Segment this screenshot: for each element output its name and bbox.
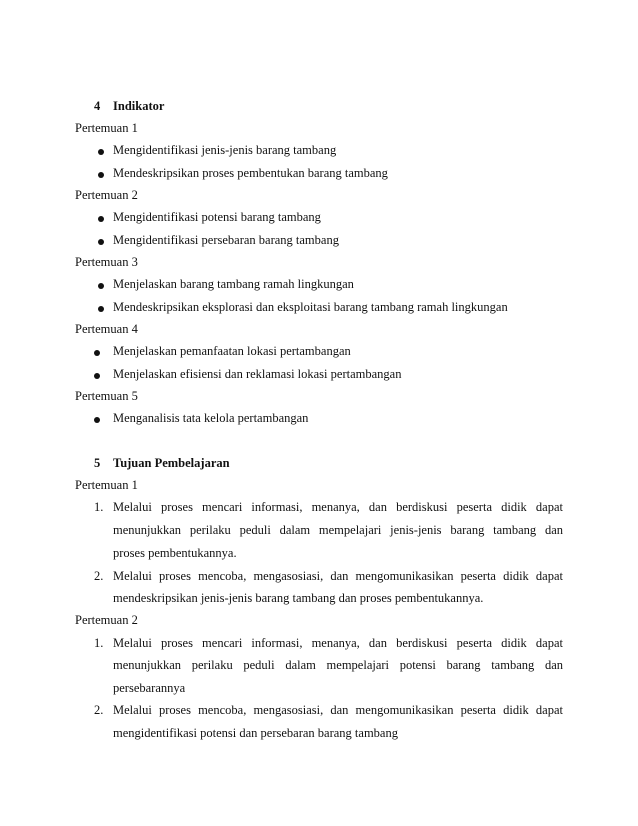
objective-line: Melalui proses mencari informasi, menanya, dan berdiskusi peserta didik dapat — [113, 636, 563, 650]
bullet-icon — [98, 239, 104, 245]
indicator-item: Menjelaskan efisiensi dan reklamasi lokasi pertambangan — [113, 367, 402, 381]
meeting-label: Pertemuan 5 — [75, 389, 138, 403]
objective-line: mendeskripsikan jenis-jenis barang tambang dan proses pembentukannya. — [113, 591, 484, 605]
objective-number: 2. — [94, 703, 104, 717]
objective-line: menunjukkan perilaku peduli dalam mempelajari potensi barang tambang dan — [113, 658, 563, 672]
objective-line: Melalui proses mencoba, mengasosiasi, dan mengomunikasikan peserta didik dapat — [113, 703, 563, 717]
section-4-title: Indikator — [113, 99, 165, 113]
bullet-icon — [98, 216, 104, 222]
bullet-icon — [98, 283, 104, 289]
section-4-number: 4 — [94, 99, 101, 113]
indicator-item: Mendeskripsikan eksplorasi dan eksploitasi barang tambang ramah lingkungan — [113, 300, 508, 314]
bullet-icon — [94, 373, 100, 379]
bullet-icon — [94, 350, 100, 356]
bullet-icon — [98, 172, 104, 178]
bullet-icon — [94, 417, 100, 423]
bullet-icon — [98, 149, 104, 155]
objective-line: persebarannya — [113, 681, 186, 695]
meeting-label: Pertemuan 2 — [75, 188, 138, 202]
indicator-item: Menjelaskan pemanfaatan lokasi pertambangan — [113, 344, 351, 358]
section-5-title: Tujuan Pembelajaran — [113, 456, 230, 470]
meeting-label: Pertemuan 1 — [75, 478, 138, 492]
objective-line: menunjukkan perilaku peduli dalam mempelajari jenis-jenis barang tambang dan — [113, 523, 563, 537]
meeting-label: Pertemuan 1 — [75, 121, 138, 135]
objective-number: 2. — [94, 569, 104, 583]
bullet-icon — [98, 306, 104, 312]
indicator-item: Menjelaskan barang tambang ramah lingkungan — [113, 277, 354, 291]
meeting-label: Pertemuan 4 — [75, 322, 138, 336]
indicator-item: Menganalisis tata kelola pertambangan — [113, 411, 309, 425]
objective-line: proses pembentukannya. — [113, 546, 237, 560]
indicator-item: Mengidentifikasi potensi barang tambang — [113, 210, 321, 224]
indicator-item: Mendeskripsikan proses pembentukan barang tambang — [113, 166, 388, 180]
indicator-item: Mengidentifikasi persebaran barang tambang — [113, 233, 339, 247]
objective-number: 1. — [94, 636, 104, 650]
objective-line: Melalui proses mencoba, mengasosiasi, dan mengomunikasikan peserta didik dapat — [113, 569, 563, 583]
objective-line: Melalui proses mencari informasi, menanya, dan berdiskusi peserta didik dapat — [113, 500, 563, 514]
objective-number: 1. — [94, 500, 104, 514]
meeting-label: Pertemuan 3 — [75, 255, 138, 269]
objective-line: mengidentifikasi potensi dan persebaran barang tambang — [113, 726, 398, 740]
section-5-number: 5 — [94, 456, 101, 470]
meeting-label: Pertemuan 2 — [75, 613, 138, 627]
indicator-item: Mengidentifikasi jenis-jenis barang tambang — [113, 143, 337, 157]
